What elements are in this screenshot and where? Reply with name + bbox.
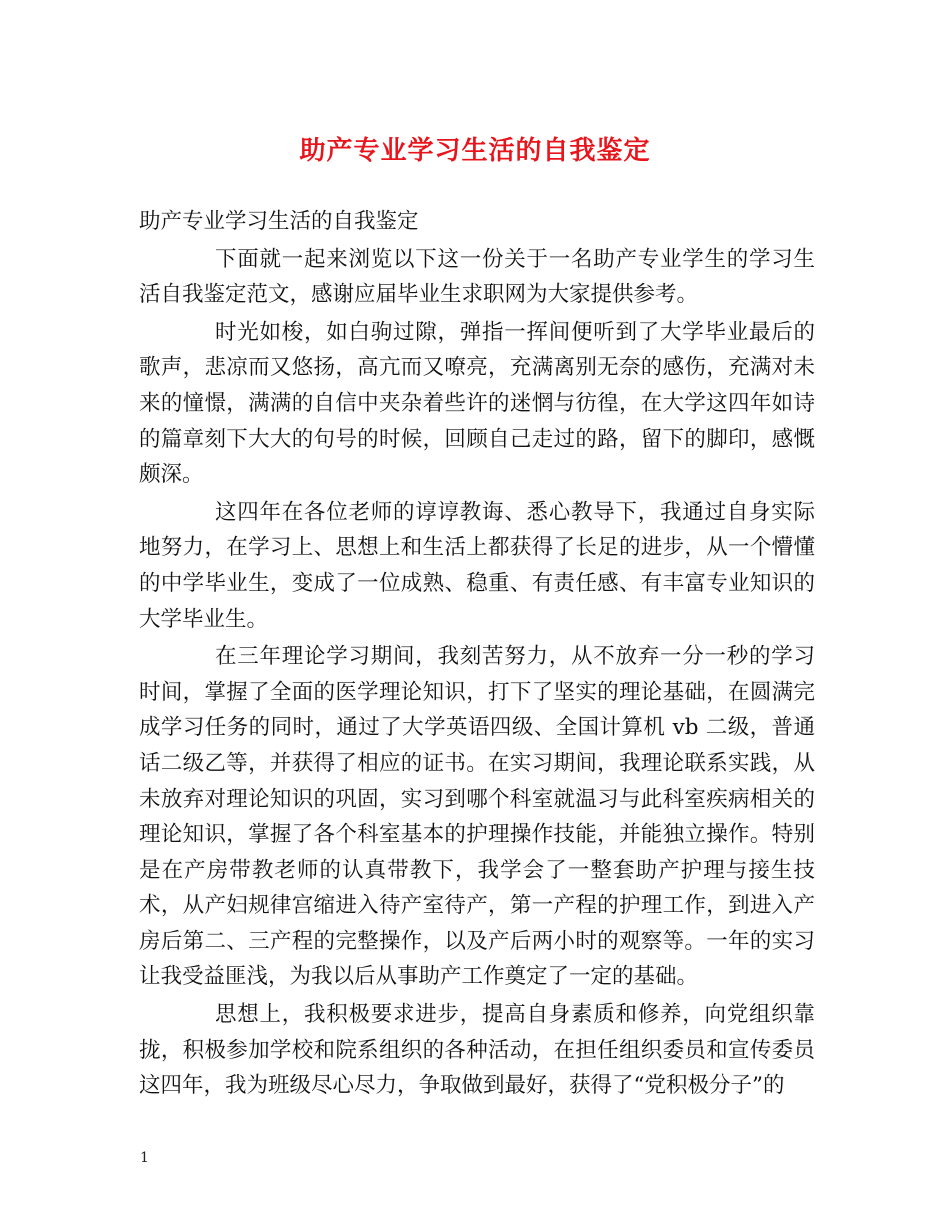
document-title: 助产专业学习生活的自我鉴定 xyxy=(299,136,651,166)
page-number: 1 xyxy=(140,1150,149,1166)
document-body xyxy=(139,204,815,1104)
document-subtitle: 助产专业学习生活的自我鉴定 xyxy=(139,209,419,234)
paragraph-thought: 思想上，我积极要求进步，提高自身素质和修养，向党组织靠拢，积极参加学校和院系组织的各种活动，在担任组织委员和宣传委员这四年，我为班级尽心尽力，争取做到最好，获得了“党积极分子”的 xyxy=(139,1002,815,1099)
paragraph-four-years: 这四年在各位老师的谆谆教诲、悉心教导下，我通过自身实际地努力，在学习上、思想上和生活上都获得了长足的进步，从一个懵懂的中学毕业生，变成了一位成熟、稳重、有责任感、有丰富专业知识的大学毕业生。 xyxy=(139,499,815,632)
paragraph-time: 时光如梭，如白驹过隙，弹指一挥间便听到了大学毕业最后的歌声，悲凉而又悠扬，高亢而又嘹亮，充满离别无奈的感伤，充满对未来的憧憬，满满的自信中夹杂着些许的迷惘与彷徨，在大学这四年如诗的篇章刻下大大的句号的时候，回顾自己走过的路，留下的脚印，感慨颇深。 xyxy=(139,319,815,488)
paragraph-study: 在三年理论学习期间，我刻苦努力，从不放弃一分一秒的学习时间，掌握了全面的医学理论知识，打下了坚实的理论基础，在圆满完成学习任务的同时，通过了大学英语四级、全国计算机 vb 二级，普通话二级乙等，并获得了相应的证书。在实习期间，我理论联系实践，从未放弃对理论知识的巩固，实习到哪个科室就温习与此科室疾病相关的理论知识，掌握了各个科室基本的护理操作技能，并能独立操作。特别是在产房带教老师的认真带教下，我学会了一整套助产护理与接生技术，从产妇规律宫缩进入待产室待产，第一产程的护理工作，到进入产房后第二、三产程的完整操作，以及产后两小时的观察等。一年的实习让我受益匪浅，为我以后从事助产工作奠定了一定的基础。 xyxy=(139,644,815,990)
paragraph-intro: 下面就一起来浏览以下这一份关于一名助产专业学生的学习生活自我鉴定范文，感谢应届毕业生求职网为大家提供参考。 xyxy=(139,246,815,308)
